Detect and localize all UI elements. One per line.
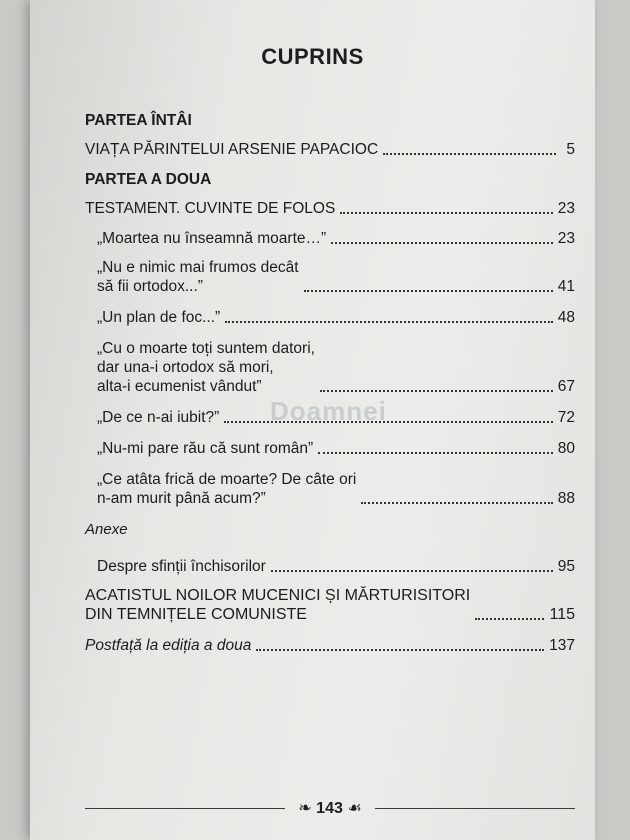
dot-leader xyxy=(224,421,552,423)
watermark: Doamnei xyxy=(270,396,387,426)
book-page xyxy=(30,0,595,840)
page-number xyxy=(85,798,575,818)
toc-entry-label: „Moartea nu înseamnă moarte…” xyxy=(97,230,327,247)
toc-entry-label: „Nu-mi pare rău că sunt român” xyxy=(97,440,314,457)
dot-leader xyxy=(318,452,553,454)
part2-heading: PARTEA A DOUA xyxy=(85,171,212,188)
toc-entry-page: 80 xyxy=(557,440,575,457)
dot-leader xyxy=(225,321,553,323)
toc-entry-page: 72 xyxy=(557,409,575,426)
toc-entry xyxy=(85,258,575,296)
toc-entry-page: 23 xyxy=(557,230,575,247)
toc-entry xyxy=(85,140,575,159)
toc-entry-label: „Un plan de foc...” xyxy=(97,309,221,326)
toc-entry xyxy=(85,199,575,218)
toc-entry-label: Despre sfinții închisorilor xyxy=(97,558,266,575)
toc-entry xyxy=(85,636,575,655)
toc-entry-label: „Cu o moarte toți suntem datori, dar una-i ortodox să mori, alta-i ecumenist vândut” xyxy=(97,340,315,395)
toc-entry-label: Postfață la ediția a doua xyxy=(85,637,252,654)
toc-entry-label: VIAȚA PĂRINTELUI ARSENIE PAPACIOC xyxy=(85,141,379,158)
dot-leader xyxy=(361,502,552,504)
toc-entry-label: „De ce n-ai iubit?” xyxy=(97,409,220,426)
toc-entry-page: 23 xyxy=(557,200,575,217)
toc-entry xyxy=(85,439,575,458)
toc-entry-label: TESTAMENT. CUVINTE DE FOLOS xyxy=(85,200,336,217)
toc-entry-label: „Nu e nimic mai frumos decât să fii ortodox...” xyxy=(97,259,299,295)
part1-heading: PARTEA ÎNTÂI xyxy=(85,112,192,129)
ornament-right-icon: ☙ xyxy=(342,800,362,817)
toc-entry-page: 5 xyxy=(566,141,575,158)
dot-leader xyxy=(271,570,553,572)
toc-entry xyxy=(85,557,575,576)
toc-entry-label: „Ce atâta frică de moarte? De câte ori n-am murit până acum?” xyxy=(97,471,357,507)
dot-leader xyxy=(304,290,553,292)
toc-entry-page: 67 xyxy=(557,378,575,395)
dot-leader xyxy=(383,153,556,155)
table-of-contents xyxy=(85,112,575,655)
anexe-heading-label: Anexe xyxy=(85,521,128,538)
toc-entry-page: 137 xyxy=(549,637,575,654)
ornament-left-icon: ❧ xyxy=(298,800,317,817)
page-title: CUPRINS xyxy=(261,44,364,69)
toc-entry-label: ACATISTUL NOILOR MUCENICI ȘI MĂRTURISITORI DIN TEMNIȚELE COMUNISTE xyxy=(85,587,471,623)
dot-leader xyxy=(475,618,544,620)
dot-leader xyxy=(340,212,552,214)
toc-entry xyxy=(85,408,575,427)
dot-leader xyxy=(256,649,544,651)
toc-entry-page: 95 xyxy=(557,558,575,575)
anexe-heading xyxy=(85,520,575,539)
page-number-text: 143 xyxy=(316,800,343,817)
toc-entry xyxy=(85,339,575,396)
toc-entry xyxy=(85,308,575,327)
toc-entry xyxy=(85,586,575,624)
toc-entry xyxy=(85,470,575,508)
toc-entry-page: 88 xyxy=(557,490,575,507)
toc-entry-page: 115 xyxy=(549,606,575,623)
page-footer xyxy=(85,796,575,826)
toc-entry-page: 48 xyxy=(557,309,575,326)
toc-entry-page: 41 xyxy=(557,278,575,295)
dot-leader xyxy=(331,242,553,244)
toc-entry xyxy=(85,229,575,248)
dot-leader xyxy=(320,390,553,392)
